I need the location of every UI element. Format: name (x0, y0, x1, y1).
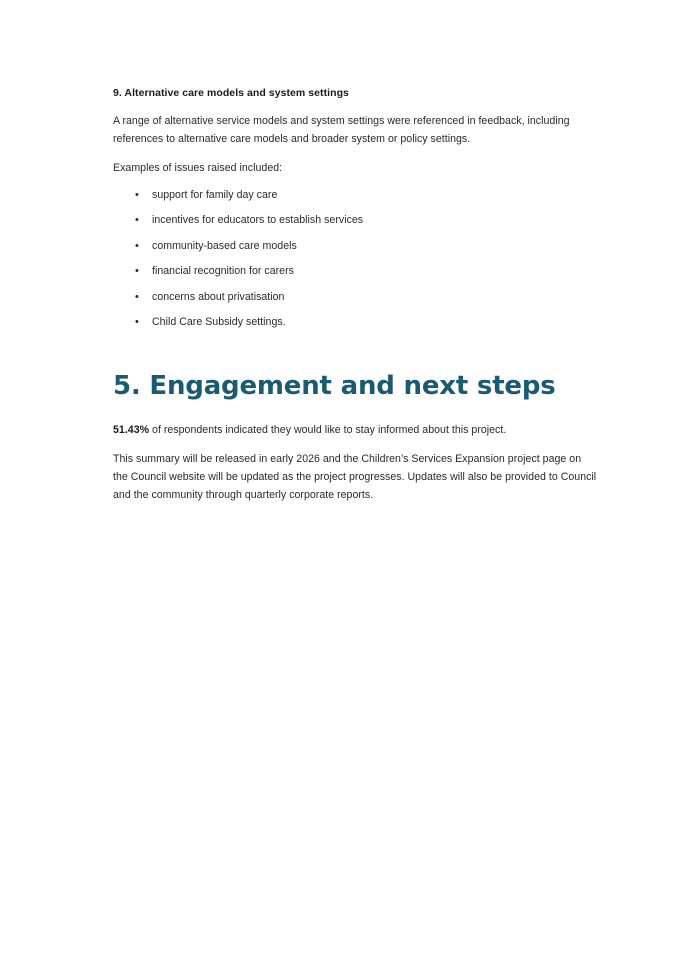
section-9-list-intro: Examples of issues raised included: (113, 162, 283, 175)
list-item (113, 213, 597, 228)
heading-spacer-bottom (113, 402, 597, 421)
bullet-icon: • (135, 265, 139, 278)
list-item-label: support for family day care (152, 188, 278, 201)
list-item-label: Child Care Subsidy settings. (152, 316, 286, 329)
list-item-label: community-based care models (152, 239, 297, 252)
list-item-label: financial recognition for carers (152, 265, 294, 278)
list-item (113, 188, 597, 203)
list-item (113, 239, 597, 254)
heading-spacer-top (113, 341, 597, 370)
list-item-label: incentives for educators to establish services (152, 214, 364, 227)
section-5-heading: 5. Engagement and next steps (113, 370, 556, 401)
statistic-value: 51.43% (113, 423, 150, 436)
section-5-closing-paragraph: This summary will be released in early 2026 and the Children’s Services Expansion project page on the Council website will be updated as the project progresses. Updates will also be provided to Council and the community through quarterly corporate reports. (113, 452, 597, 502)
section-9-heading: 9. Alternative care models and system settings (113, 87, 349, 99)
bullet-icon: • (135, 214, 139, 227)
list-item (113, 315, 597, 330)
bullet-icon: • (135, 290, 139, 303)
statistic-description: of respondents indicated they would like to stay informed about this project. (149, 423, 507, 436)
section-5-statistic-paragraph (113, 421, 597, 439)
bullet-icon: • (135, 316, 139, 329)
section-9-bullet-list (113, 188, 597, 331)
list-item (113, 264, 597, 279)
section-9-paragraph: A range of alternative service models and system settings were referenced in feedback, including references to alternative care models and broader system or policy settings. (113, 115, 570, 146)
page-content (113, 86, 597, 515)
bullet-icon: • (135, 188, 139, 201)
list-item-label: concerns about privatisation (152, 290, 285, 303)
list-item (113, 290, 597, 305)
bullet-icon: • (135, 239, 139, 252)
